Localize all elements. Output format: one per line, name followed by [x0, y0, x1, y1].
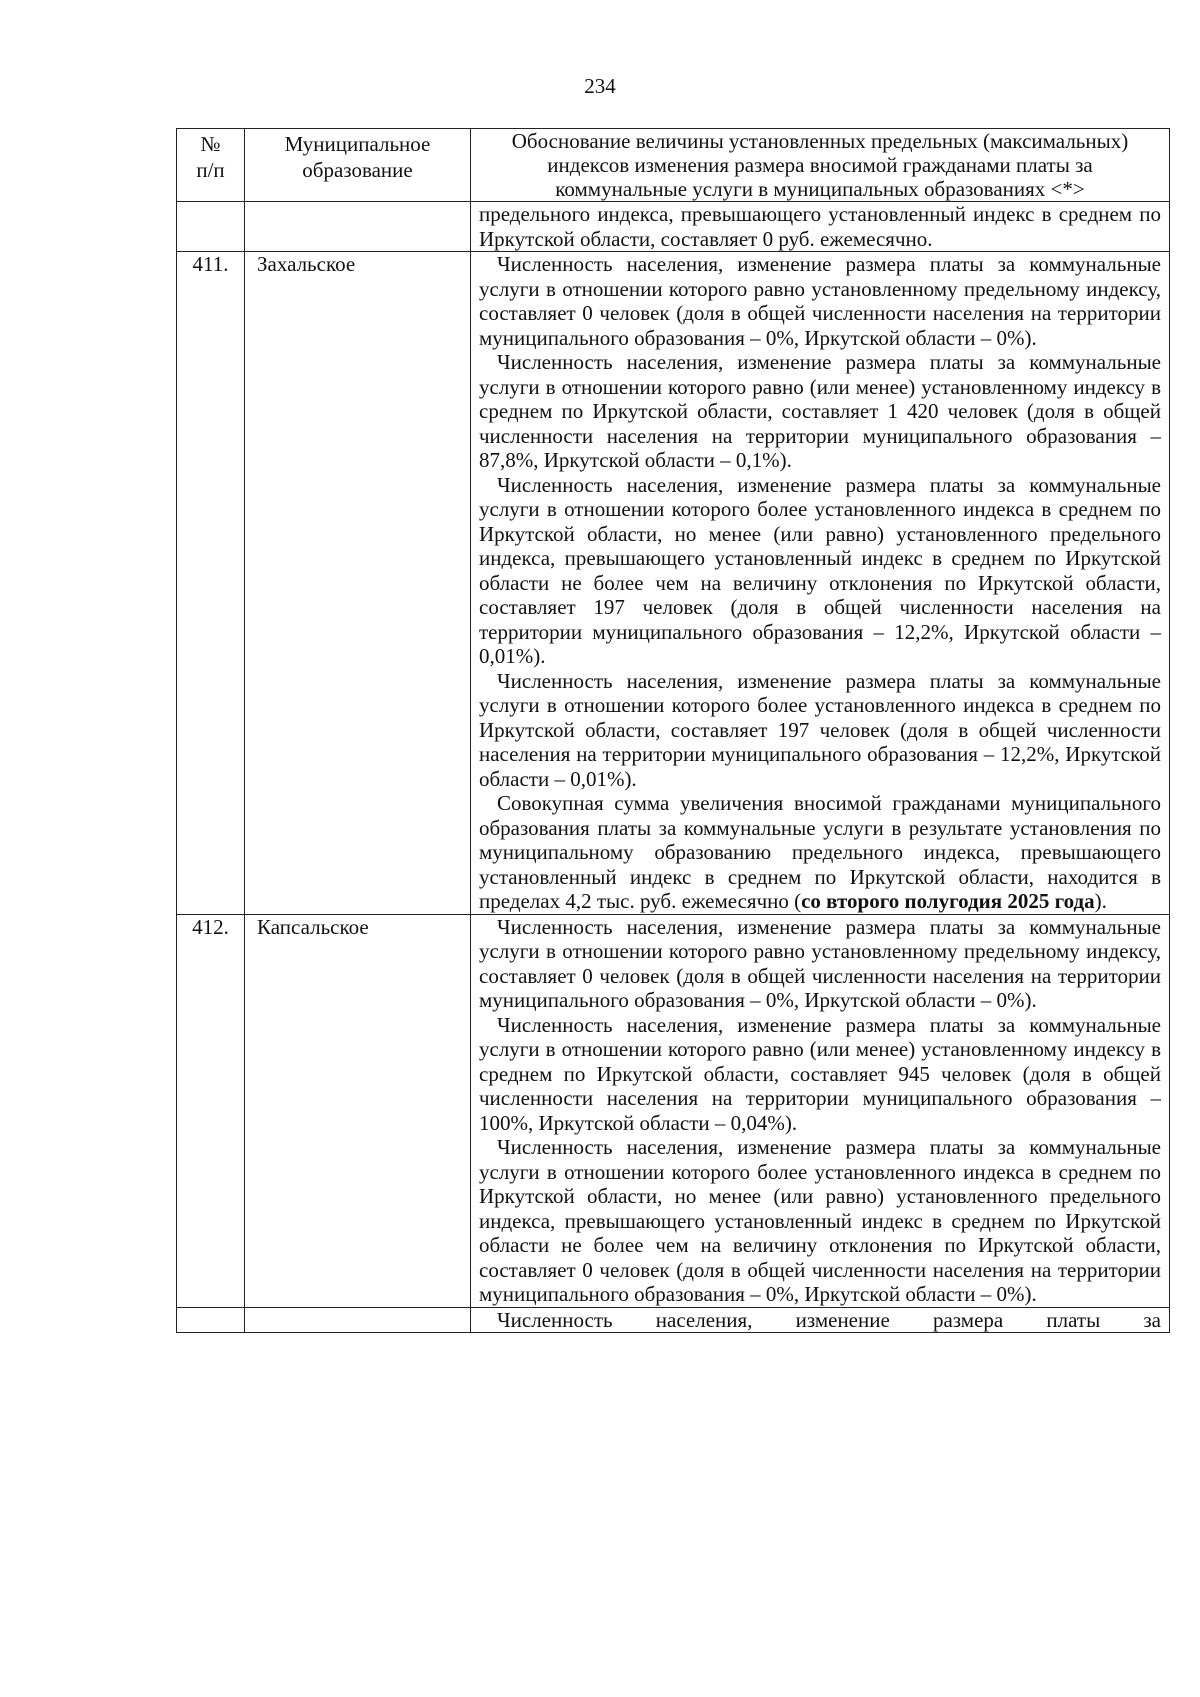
- paragraph: Численность населения, изменение размера платы за коммунальные услуги в отношении которого более установленного индекса в среднем по Иркутской области, но менее (или равно) установленного предельного индекса, превышающего установленный индекс в среднем по Иркутской области не более чем на величину отклонения по Иркутской области, составляет 197 человек (доля в общей численности населения на территории муниципального образования – 12,2%, Иркутской области – 0,01%).: [479, 472, 1161, 668]
- total-paragraph: [479, 791, 1161, 914]
- paragraph: Численность населения, изменение размера платы за коммунальные услуги в отношении которого равно установленному предельному индексу, составляет 0 человек (доля в общей численности населения на территории муниципального образования – 0%, Иркутской области – 0%).: [479, 252, 1161, 350]
- municipality-name: Капсальское: [245, 914, 471, 1307]
- justification-cell: [471, 252, 1170, 915]
- justification-cell: [471, 914, 1170, 1307]
- header-number-text: № п/п: [196, 132, 225, 182]
- total-period: со второго полугодия 2025 года: [801, 889, 1095, 913]
- total-text: Совокупная сумма увеличения вносимой гражданами муниципального образования платы за коммунальные услуги в результате установления по муниципальному образованию предельного индекса, превышающего установленный индекс в среднем по Иркутской области, находится в пределах 4,2 тыс. руб. ежемесячно (: [479, 791, 1161, 913]
- total-end: ).: [1094, 889, 1107, 913]
- table-row: [177, 914, 1170, 1307]
- row-number: 411.: [177, 252, 245, 915]
- paragraph: Численность населения, изменение размера платы за коммунальные услуги в отношении которого равно (или менее) установленному индексу в среднем по Иркутской области, составляет 945 человек (доля в общей численности населения на территории муниципального образования – 100%, Иркутской области – 0,04%).: [479, 1012, 1161, 1135]
- continuation-paragraph: предельного индекса, превышающего установленный индекс в среднем по Иркутской области, составляет 0 руб. ежемесячно.: [479, 202, 1161, 251]
- page-number: 234: [584, 74, 616, 98]
- empty-cell: [177, 1307, 245, 1332]
- empty-cell: [245, 1307, 471, 1332]
- cut-paragraph: Численность населения, изменение размера платы за: [497, 1307, 1161, 1332]
- table-header-row: [177, 129, 1170, 202]
- paragraph: Численность населения, изменение размера платы за коммунальные услуги в отношении которого более установленного индекса в среднем по Иркутской области, составляет 197 человек (доля в общей численности населения на территории муниципального образования – 12,2%, Иркутской области – 0,01%).: [479, 668, 1161, 791]
- paragraph: Численность населения, изменение размера платы за коммунальные услуги в отношении которого более установленного индекса в среднем по Иркутской области, но менее (или равно) установленного предельного индекса, превышающего установленный индекс в среднем по Иркутской области не более чем на величину отклонения по Иркутской области, составляет 0 человек (доля в общей численности населения на территории муниципального образования – 0%, Иркутской области – 0%).: [479, 1135, 1161, 1306]
- paragraph: Численность населения, изменение размера платы за коммунальные услуги в отношении которого равно установленному предельному индексу, составляет 0 человек (доля в общей численности населения на территории муниципального образования – 0%, Иркутской области – 0%).: [479, 914, 1161, 1012]
- header-justification-text: Обоснование величины установленных предельных (максимальных) индексов изменения размера вносимой гражданами платы за коммунальные услуги в муниципальных образованиях <*>: [511, 129, 1129, 201]
- table-row: [177, 252, 1170, 915]
- empty-cell: [177, 202, 245, 252]
- municipality-name: Захальское: [245, 252, 471, 915]
- header-municipality: [245, 129, 471, 202]
- header-number: [177, 129, 245, 202]
- table-row-continuation: [177, 202, 1170, 252]
- continuation-cell: [471, 202, 1170, 252]
- row-number: 412.: [177, 914, 245, 1307]
- header-justification: [471, 129, 1170, 202]
- paragraph: Численность населения, изменение размера платы за коммунальные услуги в отношении которого равно (или менее) установленному индексу в среднем по Иркутской области, составляет 1 420 человек (доля в общей численности населения на территории муниципального образования – 87,8%, Иркутской области – 0,1%).: [479, 350, 1161, 472]
- cut-cell: [471, 1307, 1170, 1332]
- table-row-cut: [177, 1307, 1170, 1332]
- justification-table: [176, 128, 1170, 1333]
- header-municipality-text: Муниципальное образование: [284, 132, 431, 182]
- empty-cell: [245, 202, 471, 252]
